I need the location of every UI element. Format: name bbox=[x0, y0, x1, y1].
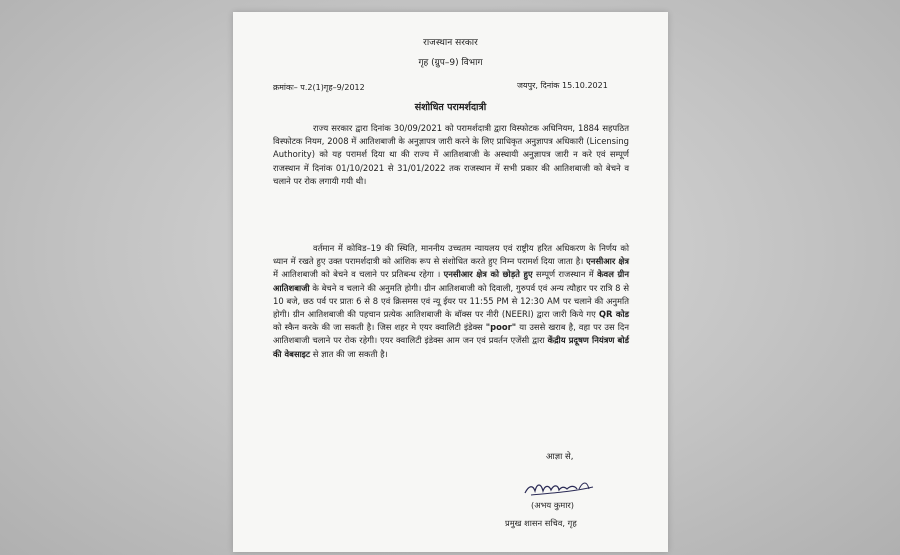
paragraph-2 bbox=[273, 242, 629, 361]
subject-title: संशोधित परामर्शदात्री bbox=[414, 102, 487, 113]
department-heading: गृह (ग्रुप–9) विभाग bbox=[418, 58, 483, 68]
signatory-name: (अभय कुमार) bbox=[531, 500, 574, 510]
signatory-designation: प्रमुख शासन सचिव, गृह bbox=[505, 518, 577, 528]
para2-text-4: के बेचने व चलाने की अनुमति होगी। ग्रीन आतिशबाजी को दिवाली, गुरुपर्व एवं अन्य त्यौहार पर रात्रि 8 से 10 बजे, छठ पर्व पर प्रातः 6 से 8 एवं क्रिसमस एवं न्यू ईयर पर 11:55 PM से 12:30 AM पर चलाने की अनुमति होगी। ग्रीन आतिशबाजी की पहचान प्रत्येक आतिशबाजी के बॉक्स पर नीरी (NEERI) द्वारा जारी किये गए bbox=[273, 282, 629, 320]
para2-text-1: वर्तमान में कोविड–19 की स्थिति, माननीय उच्चतम न्यायलय एवं राष्ट्रीय हरित अधिकरण के निर्णय को ध्यान में रखते हुए उक्त परामर्शदात्री को आंशिक रूप से संशोधित करते हुए निम्न परामर्श दिया जाता है। bbox=[273, 243, 629, 267]
para2-bold-green: केवल ग्रीन आतिशबाजी bbox=[273, 269, 629, 293]
place-date: जयपुर, दिनांक 15.10.2021 bbox=[517, 81, 608, 90]
closing-order: आज्ञा से, bbox=[546, 452, 574, 462]
paragraph-1: राज्य सरकार द्वारा दिनांक 30/09/2021 को परामर्शदात्री द्वारा विस्फोटक अधिनियम, 1884 सहपठित विस्फोटक नियम, 2008 में आतिशबाजी के अनुज्ञापत्र जारी करने के लिए प्राधिकृत अनुज्ञापत्र अधिकारी (Licensing Authority) को यह परामर्श दिया था की राज्य में आतिशबाजी के अस्थायी अनुज्ञापत्र जारी न करे एवं सम्पूर्ण राजस्थान में दिनांक 01/10/2021 से 31/01/2022 तक राजस्थान में सभी प्रकार की आतिशबाजी को बेचने व चलाने पर रोक लगायी गयी थी। bbox=[273, 123, 629, 186]
para2-bold-poor: "poor" bbox=[485, 322, 517, 333]
para2-bold-cpcb: केंद्रीय प्रदूषण नियंत्रण बोर्ड की वेबसाइट bbox=[273, 335, 629, 359]
government-heading: राजस्थान सरकार bbox=[423, 38, 478, 48]
para2-bold-except-ncr: एनसीआर क्षेत्र को छोड़ते हुए bbox=[443, 269, 533, 280]
document-page bbox=[233, 12, 668, 552]
para2-text-6: या उससे खराब है, वहा पर उस दिन आतिशबाजी चलाने पर रोक रहेगी। एयर क्वालिटी इंडेक्स आम जन एवं प्रवर्तन एजेंसी द्वारा bbox=[273, 322, 630, 346]
para2-text-7: से ज्ञात की जा सकती है। bbox=[310, 348, 388, 359]
para2-bold-qr: QR कोड bbox=[598, 309, 629, 320]
para2-text-5: को स्कैन करके की जा सकती है। जिस शहर मे एयर क्वालिटी इंडेक्स bbox=[273, 322, 486, 333]
para2-text-2: में आतिशबाजी को बेचने व चलाने पर प्रतिबन्ध रहेगा । bbox=[273, 269, 444, 280]
para2-bold-ncr: एनसीआर क्षेत्र bbox=[586, 256, 629, 267]
signature-icon bbox=[521, 477, 601, 501]
para2-text-3: सम्पूर्ण राजस्थान में bbox=[532, 269, 598, 280]
reference-number: क्रमांकः– प.2(1)गृह–9/2012 bbox=[273, 83, 365, 92]
